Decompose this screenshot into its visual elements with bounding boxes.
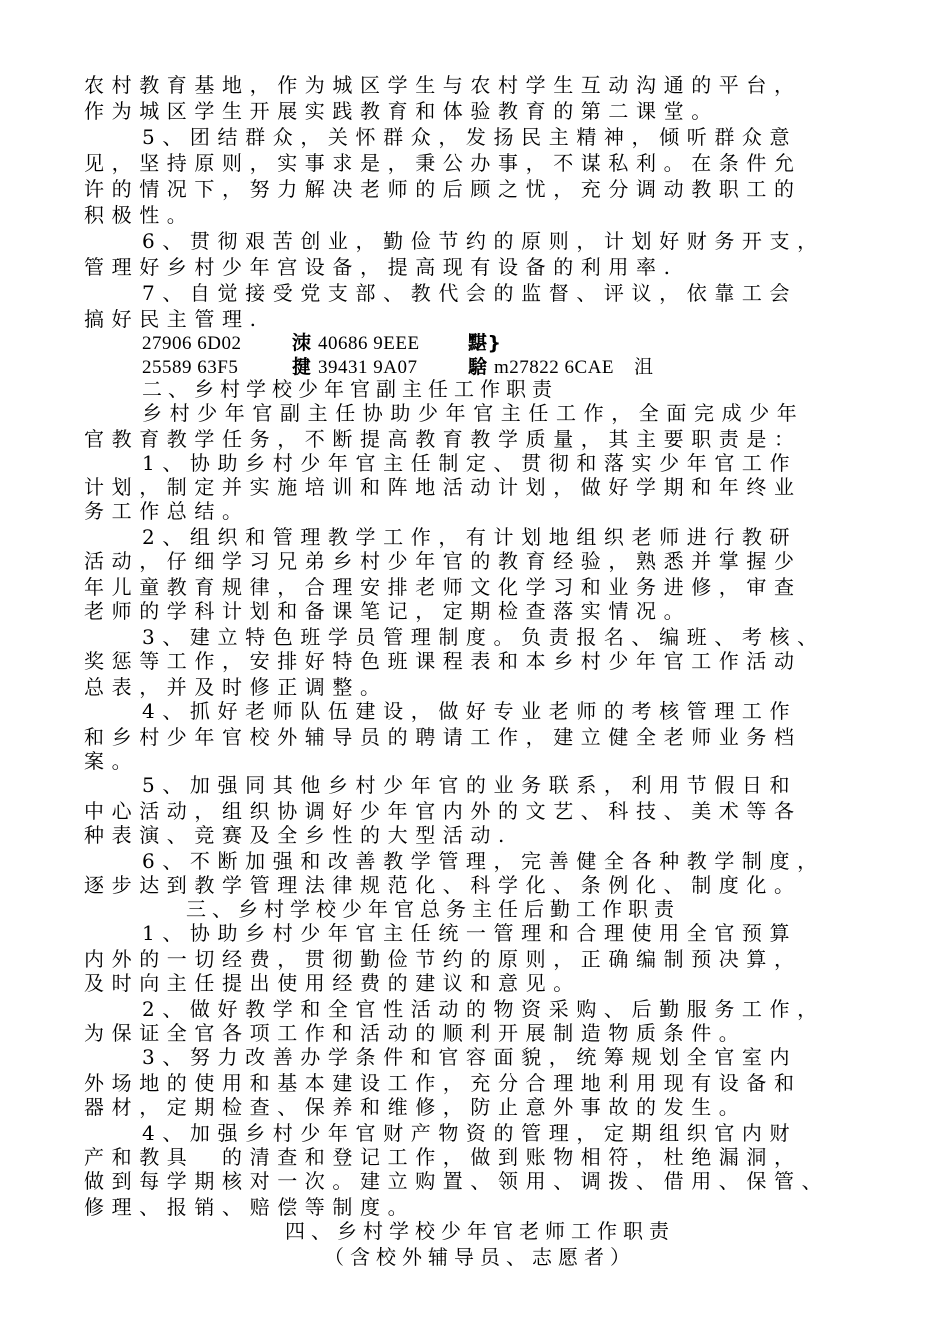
text-line: 2、做好教学和全官性活动的物资采购、后勤服务工作， — [142, 997, 825, 1021]
text-line: 搞好民主管理. — [84, 307, 264, 331]
text-line: 内外的一切经费，贯彻勤俭节约的原则，正确编制预决算， — [84, 947, 802, 971]
text-line: 种表演、竞赛及全乡性的大型活动. — [84, 823, 512, 847]
text-line: 及时向主任提出使用经费的建议和意见。 — [84, 971, 581, 995]
text-line: 3、努力改善办学条件和官容面貌，统筹规划全官室内 — [142, 1045, 798, 1069]
text-line: 5、团结群众，关怀群众，发扬民主精神，倾听群众意 — [142, 125, 798, 149]
section-heading: 三、乡村学校少年官总务主任后勤工作职责 — [186, 897, 680, 921]
code-glyph: 黮} — [468, 332, 502, 354]
text-line: 4、抓好老师队伍建设，做好专业老师的考核管理工作 — [142, 699, 798, 723]
text-line: 6、贯彻艰苦创业，勤俭节约的原则，计划好财务开支， — [142, 229, 825, 253]
text-line: 奖惩等工作，安排好特色班课程表和本乡村少年官工作活动 — [84, 649, 802, 673]
text-line: 计划，制定并实施培训和阵地活动计划，做好学期和年终业 — [84, 475, 802, 499]
code-fragment: m27822 6CAE — [494, 357, 615, 378]
text-line: 7、自觉接受党支部、教代会的监督、评议，依靠工会 — [142, 281, 798, 305]
text-line: 做到每学期核对一次。建立购置、领用、调拨、借用、保管、 — [84, 1169, 830, 1193]
text-line: 和乡村少年官校外辅导员的聘请工作，建立健全老师业务档 — [84, 725, 802, 749]
text-line: 管理好乡村少年宫设备，提高现有设备的利用率. — [84, 255, 678, 279]
code-fragment: 27906 6D02 — [142, 333, 242, 354]
code-glyph: 騇 — [468, 356, 488, 378]
text-line: 总表，并及时修正调整。 — [84, 675, 388, 699]
code-fragment: 39431 9A07 — [318, 357, 418, 378]
text-line: 器材，定期检查、保养和维修，防止意外事故的发生。 — [84, 1095, 747, 1119]
text-line: 1、协助乡村少年官主任制定、贯彻和落实少年官工作 — [142, 451, 798, 475]
text-line: 活动，仔细学习兄弟乡村少年官的教育经验，熟悉并掌握少 — [84, 549, 802, 573]
code-fragment: 25589 63F5 — [142, 357, 239, 378]
text-line: 1、协助乡村少年官主任统一管理和合理使用全官预算 — [142, 921, 798, 945]
text-line: 5、加强同其他乡村少年官的业务联系，利用节假日和 — [142, 773, 798, 797]
text-line: 逐步达到教学管理法律规范化、科学化、条例化、制度化。 — [84, 873, 802, 897]
text-line: 作为城区学生开展实践教育和体验教育的第二课堂。 — [84, 99, 719, 123]
text-line: 外场地的使用和基本建设工作，充分合理地利用现有设备和 — [84, 1071, 802, 1095]
text-line: 见，坚持原则，实事求是，秉公办事，不谋私利。在条件允 — [84, 151, 802, 175]
text-line: 中心活动，组织协调好少年官内外的文艺、科技、美术等各 — [84, 799, 802, 823]
text-line: 2、组织和管理教学工作，有计划地组织老师进行教研 — [142, 525, 798, 549]
text-line: 为保证全官各项工作和活动的顺利开展制造物质条件。 — [84, 1021, 747, 1045]
section-heading: 四、乡村学校少年官老师工作职责 — [285, 1219, 675, 1243]
code-glyph: 沮 — [634, 357, 654, 378]
text-line: 年儿童教育规律，合理安排老师文化学习和业务进修，审查 — [84, 575, 802, 599]
text-line: 3、建立特色班学员管理制度。负责报名、编班、考核、 — [142, 625, 825, 649]
section-subheading: （含校外辅导员、志愿者） — [324, 1245, 636, 1269]
code-fragment: 40686 9EEE — [318, 333, 420, 354]
text-line: 老师的学科计划和备课笔记，定期检查落实情况。 — [84, 599, 692, 623]
text-line: 4、加强乡村少年官财产物资的管理，定期组织官内财 — [142, 1121, 798, 1145]
section-heading: 二、乡村学校少年官副主任工作职责 — [142, 377, 558, 401]
text-line: 务工作总结。 — [84, 499, 250, 523]
text-line: 案。 — [84, 749, 140, 773]
text-line: 积极性。 — [84, 203, 195, 227]
garbled-code-line — [142, 330, 876, 356]
text-line: 乡村少年官副主任协助少年官主任工作，全面完成少年 — [142, 401, 805, 425]
text-line: 修理、报销、赔偿等制度。 — [84, 1195, 416, 1219]
text-line: 产和教具 的清查和登记工作，做到账物相符，杜绝漏洞， — [84, 1145, 802, 1169]
text-line: 6、不断加强和改善教学管理，完善健全各种教学制度， — [142, 849, 825, 873]
text-line: 官教育教学任务，不断提高教育教学质量，其主要职责是： — [84, 427, 802, 451]
text-line: 许的情况下，努力解决老师的后顾之忧，充分调动教职工的 — [84, 177, 802, 201]
text-line: 农村教育基地，作为城区学生与农村学生互动沟通的平台， — [84, 73, 802, 97]
code-glyph: 揵 — [292, 356, 312, 378]
code-glyph: 洓 — [292, 332, 312, 354]
